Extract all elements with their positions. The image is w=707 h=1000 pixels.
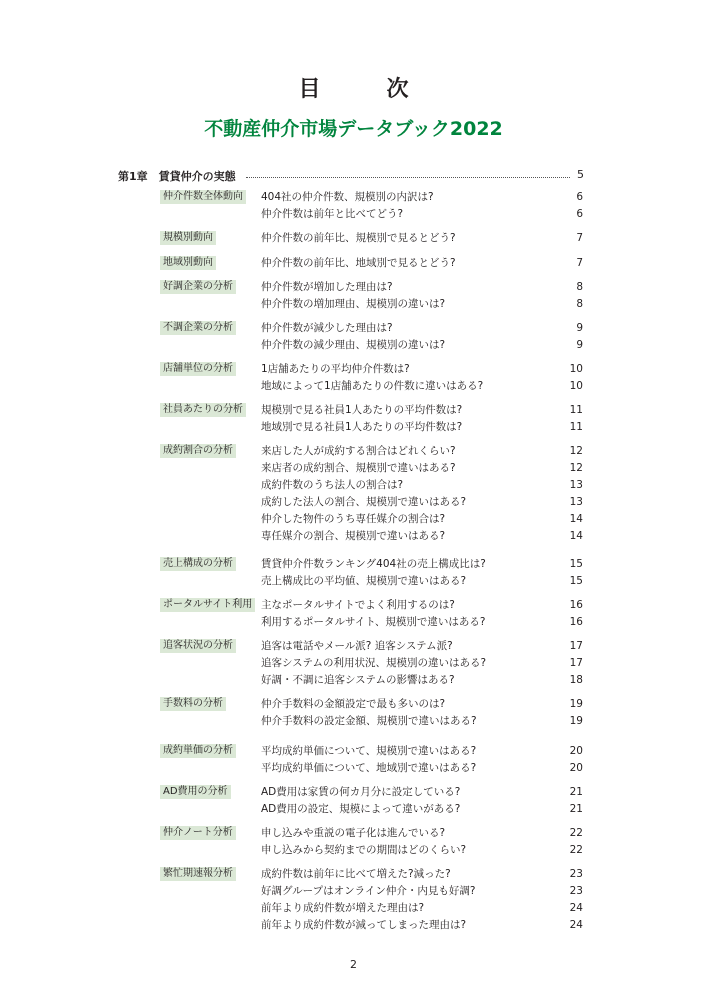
toc-row[interactable] xyxy=(0,362,707,377)
toc-row[interactable] xyxy=(0,639,707,654)
toc-entry-page: 24 xyxy=(569,919,583,931)
toc-row[interactable] xyxy=(0,190,707,205)
toc-row[interactable] xyxy=(0,598,707,613)
toc-row[interactable] xyxy=(0,420,707,435)
toc-row[interactable] xyxy=(0,826,707,841)
toc-category: 繁忙期速報分析 xyxy=(160,867,236,881)
toc-row[interactable] xyxy=(0,280,707,295)
toc-entry-title: 仲介手数料の設定金額、規模別で違いはある? xyxy=(261,715,477,727)
toc-category: 仲介ノート分析 xyxy=(160,826,236,840)
toc-row[interactable] xyxy=(0,557,707,572)
toc-entry-title: 仲介件数の増加理由、規模別の違いは? xyxy=(261,298,446,310)
toc-category: 規模別動向 xyxy=(160,231,216,245)
toc-row[interactable] xyxy=(0,478,707,493)
toc-entry-page: 14 xyxy=(569,513,583,525)
toc-entry-title: 成約件数のうち法人の割合は? xyxy=(261,479,404,491)
toc-entry-title: 前年より成約件数が増えた理由は? xyxy=(261,902,425,914)
toc-entry-page: 16 xyxy=(569,616,583,628)
toc-entry-title: 利用するポータルサイト、規模別で違いはある? xyxy=(261,616,486,628)
toc-row[interactable] xyxy=(0,884,707,899)
page-title: 目 次 xyxy=(298,77,431,102)
toc-entry-title: 来店者の成約割合、規模別で違いはある? xyxy=(261,462,456,474)
chapter-label: 第1章 賃貸仲介の実態 xyxy=(118,170,236,183)
leader-dots xyxy=(246,177,570,178)
toc-category: 追客状況の分析 xyxy=(160,639,236,653)
toc-entry-page: 8 xyxy=(576,298,583,310)
toc-entry-title: 仲介件数が増加した理由は? xyxy=(261,281,393,293)
toc-entry-page: 23 xyxy=(569,868,583,880)
toc-entry-page: 16 xyxy=(569,599,583,611)
toc-category: 社員あたりの分析 xyxy=(160,403,246,417)
toc-entry-page: 14 xyxy=(569,530,583,542)
toc-category: 店舗単位の分析 xyxy=(160,362,236,376)
toc-entry-title: 仲介件数の前年比、地域別で見るとどう? xyxy=(261,257,456,269)
toc-row[interactable] xyxy=(0,802,707,817)
toc-row[interactable] xyxy=(0,321,707,336)
toc-entry-page: 24 xyxy=(569,902,583,914)
toc-entry-page: 20 xyxy=(569,745,583,757)
toc-category: 仲介件数全体動向 xyxy=(160,190,246,204)
toc-category: 売上構成の分析 xyxy=(160,557,236,571)
toc-entry-title: 仲介件数は前年と比べてどう? xyxy=(261,208,404,220)
toc-entry-title: 成約した法人の割合、規模別で違いはある? xyxy=(261,496,467,508)
toc-entry-page: 18 xyxy=(569,674,583,686)
toc-entry-title: 平均成約単価について、規模別で違いはある? xyxy=(261,745,477,757)
toc-entry-page: 7 xyxy=(576,232,583,244)
toc-category: 手数料の分析 xyxy=(160,697,226,711)
toc-row[interactable] xyxy=(0,615,707,630)
toc-entry-page: 10 xyxy=(569,363,583,375)
toc-row[interactable] xyxy=(0,512,707,527)
toc-entry-title: 地域別で見る社員1人あたりの平均件数は? xyxy=(261,421,463,433)
toc-entry-page: 17 xyxy=(569,640,583,652)
toc-entry-title: 仲介手数料の金額設定で最も多いのは? xyxy=(261,698,446,710)
toc-entry-title: 来店した人が成約する割合はどれくらい? xyxy=(261,445,456,457)
toc-entry-page: 22 xyxy=(569,844,583,856)
toc-row[interactable] xyxy=(0,761,707,776)
toc-entry-title: 好調グループはオンライン仲介・内見も好調? xyxy=(261,885,476,897)
toc-row[interactable] xyxy=(0,744,707,759)
toc-entry-title: 404社の仲介件数、規模別の内訳は? xyxy=(261,191,434,203)
toc-entry-page: 7 xyxy=(576,257,583,269)
toc-category: 不調企業の分析 xyxy=(160,321,236,335)
toc-entry-page: 6 xyxy=(576,191,583,203)
toc-row[interactable] xyxy=(0,207,707,222)
toc-row[interactable] xyxy=(0,918,707,933)
chapter-page: 5 xyxy=(577,168,584,181)
toc-entry-title: 規模別で見る社員1人あたりの平均件数は? xyxy=(261,404,463,416)
toc-entry-page: 9 xyxy=(576,339,583,351)
toc-entry-page: 15 xyxy=(569,575,583,587)
toc-entry-page: 20 xyxy=(569,762,583,774)
toc-row[interactable] xyxy=(0,379,707,394)
toc-entry-page: 12 xyxy=(569,462,583,474)
toc-category: 成約単価の分析 xyxy=(160,744,236,758)
toc-row[interactable] xyxy=(0,297,707,312)
toc-row[interactable] xyxy=(0,697,707,712)
toc-entry-page: 15 xyxy=(569,558,583,570)
toc-entry-title: 追客は電話やメール派? 追客システム派? xyxy=(261,640,453,652)
toc-row[interactable] xyxy=(0,461,707,476)
toc-row[interactable] xyxy=(0,574,707,589)
toc-entry-title: 申し込みから契約までの期間はどのくらい? xyxy=(261,844,467,856)
toc-entry-title: 専任媒介の割合、規模別で違いはある? xyxy=(261,530,446,542)
toc-entry-page: 23 xyxy=(569,885,583,897)
toc-entry-title: 申し込みや重説の電子化は進んでいる? xyxy=(261,827,446,839)
toc-row[interactable] xyxy=(0,403,707,418)
toc-category: 好調企業の分析 xyxy=(160,280,236,294)
toc-entry-page: 19 xyxy=(569,715,583,727)
toc-entry-title: 好調・不調に追客システムの影響はある? xyxy=(261,674,455,686)
toc-category: ポータルサイト利用 xyxy=(160,598,255,612)
toc-entry-page: 9 xyxy=(576,322,583,334)
toc-entry-page: 8 xyxy=(576,281,583,293)
toc-entry-page: 6 xyxy=(576,208,583,220)
toc-entry-title: 賃貸仲介件数ランキング404社の売上構成比は? xyxy=(261,558,486,570)
toc-entry-title: 仲介した物件のうち専任媒介の割合は? xyxy=(261,513,446,525)
toc-entry-title: 前年より成約件数が減ってしまった理由は? xyxy=(261,919,467,931)
toc-entry-page: 11 xyxy=(569,421,583,433)
toc-entry-title: 成約件数は前年に比べて増えた?減った? xyxy=(261,868,451,880)
toc-entry-page: 13 xyxy=(569,479,583,491)
toc-row[interactable] xyxy=(0,867,707,882)
toc-entry-page: 10 xyxy=(569,380,583,392)
toc-entry-page: 17 xyxy=(569,657,583,669)
toc-entry-title: 仲介件数の減少理由、規模別の違いは? xyxy=(261,339,446,351)
toc-entry-page: 22 xyxy=(569,827,583,839)
toc-row[interactable] xyxy=(0,785,707,800)
toc-entry-page: 13 xyxy=(569,496,583,508)
toc-entry-title: 追客システムの利用状況、規模別の違いはある? xyxy=(261,657,487,669)
toc-row[interactable] xyxy=(0,901,707,916)
toc-row[interactable] xyxy=(0,843,707,858)
toc-category: 成約割合の分析 xyxy=(160,444,236,458)
toc-entry-title: 地域によって1店舗あたりの件数に違いはある? xyxy=(261,380,484,392)
toc-entry-page: 11 xyxy=(569,404,583,416)
toc-row[interactable] xyxy=(0,673,707,688)
toc-entry-title: 平均成約単価について、地域別で違いはある? xyxy=(261,762,477,774)
toc-entry-title: AD費用の設定、規模によって違いがある? xyxy=(261,803,461,815)
toc-row[interactable] xyxy=(0,338,707,353)
toc-category: 地域別動向 xyxy=(160,256,216,270)
book-title: 不動産仲介市場データブック2022 xyxy=(204,118,503,140)
toc-entry-title: 仲介件数が減少した理由は? xyxy=(261,322,393,334)
toc-row[interactable] xyxy=(0,444,707,459)
toc-entry-page: 19 xyxy=(569,698,583,710)
toc-entry-page: 21 xyxy=(569,786,583,798)
toc-row[interactable] xyxy=(0,231,707,246)
toc-entry-title: AD費用は家賃の何カ月分に設定している? xyxy=(261,786,461,798)
toc-entry-title: 仲介件数の前年比、規模別で見るとどう? xyxy=(261,232,456,244)
toc-row[interactable] xyxy=(0,495,707,510)
toc-entry-title: 主なポータルサイトでよく利用するのは? xyxy=(261,599,455,611)
toc-entry-page: 21 xyxy=(569,803,583,815)
toc-entry-page: 12 xyxy=(569,445,583,457)
toc-row[interactable] xyxy=(0,656,707,671)
toc-entry-title: 売上構成比の平均値、規模別で違いはある? xyxy=(261,575,467,587)
toc-row[interactable] xyxy=(0,714,707,729)
toc-row[interactable] xyxy=(0,529,707,544)
toc-row[interactable] xyxy=(0,256,707,271)
page-number: 2 xyxy=(350,958,357,971)
chapter-heading[interactable] xyxy=(118,168,584,182)
toc-entry-title: 1店舗あたりの平均仲介件数は? xyxy=(261,363,410,375)
toc-category: AD費用の分析 xyxy=(160,785,231,799)
